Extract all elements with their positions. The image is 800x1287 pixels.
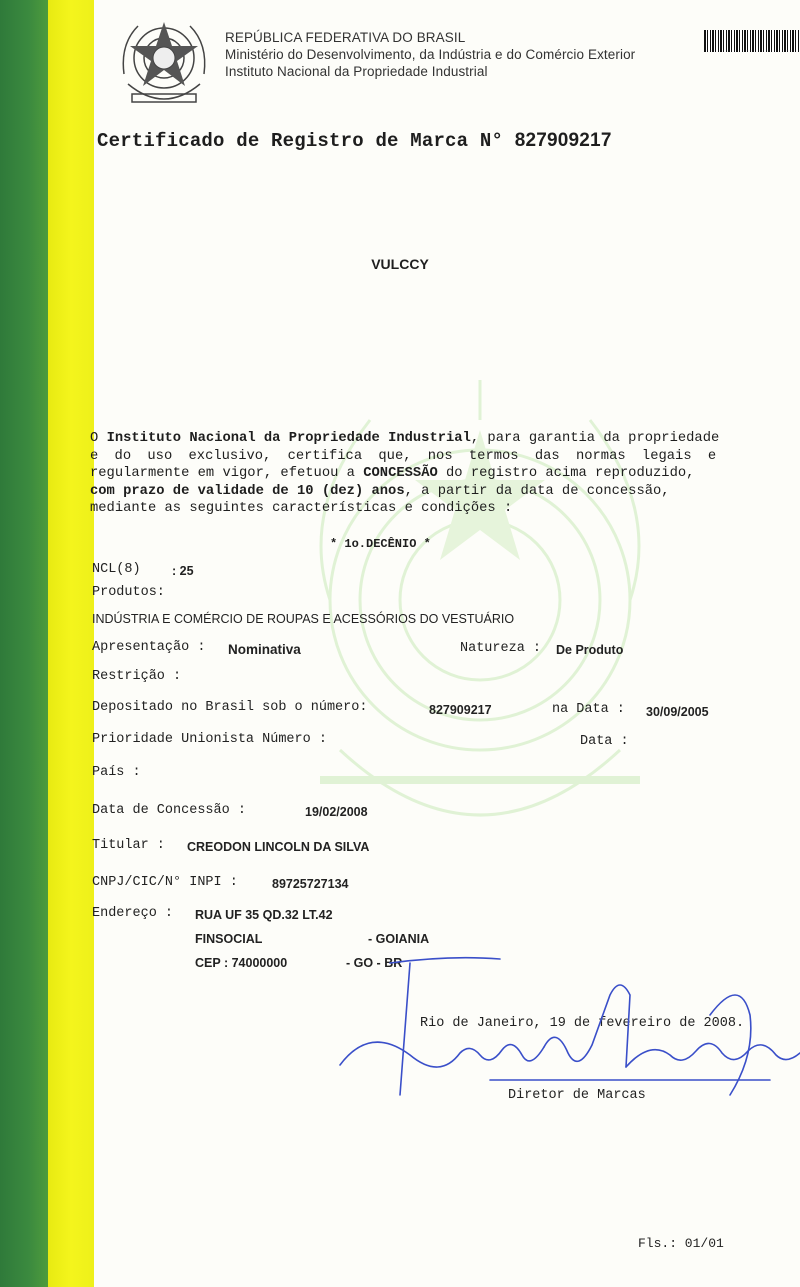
body-l1-c: , para garantia da propriedade xyxy=(470,431,720,446)
apresentacao-label: Apresentação : xyxy=(92,640,206,655)
body-l3-a: regularmente em vigor, efetuou a xyxy=(90,466,364,481)
flag-stripe-green xyxy=(0,0,48,1287)
titular-label: Titular : xyxy=(92,838,165,853)
pais-label: País : xyxy=(92,765,141,780)
depositado-label: Depositado no Brasil sob o número: xyxy=(92,700,368,715)
body-l4-a: com prazo de validade de 10 (dez) anos xyxy=(90,483,405,499)
ncl-label: NCL(8) xyxy=(92,562,141,577)
page-number: Fls.: 01/01 xyxy=(638,1236,724,1251)
brazil-arms-icon xyxy=(118,14,210,112)
header-ministry: Ministério do Desenvolvimento, da Indústria e do Comércio Exterior xyxy=(225,47,636,62)
endereco-line-1: RUA UF 35 QD.32 LT.42 xyxy=(195,908,333,922)
body-line-2: e do uso exclusivo, certifica que, nos termos das normas legais e xyxy=(90,448,717,464)
place-date: Rio de Janeiro, 19 de fevereiro de 2008. xyxy=(420,1016,745,1031)
body-l4-b: , a partir da data de concessão, xyxy=(404,483,670,499)
restricao-label: Restrição : xyxy=(92,669,182,684)
barcode xyxy=(704,30,800,52)
apresentacao-value: Nominativa xyxy=(228,642,301,657)
cnpj-value: 89725727134 xyxy=(272,877,349,891)
concessao-value: 19/02/2008 xyxy=(305,805,368,819)
body-l3-c: do registro acima reproduzido, xyxy=(437,466,695,481)
body-line-5: mediante as seguintes características e condições : xyxy=(90,501,513,516)
body-line-4 xyxy=(90,483,800,501)
endereco-bairro: FINSOCIAL xyxy=(195,932,263,946)
depositado-value: 827909217 xyxy=(429,703,492,717)
body-l1-a: O xyxy=(90,431,107,446)
ncl-value: : 25 xyxy=(172,564,194,578)
certification-paragraph xyxy=(90,430,800,518)
body-line-3 xyxy=(90,465,800,483)
concessao-label: Data de Concessão : xyxy=(92,803,246,818)
cnpj-label: CNPJ/CIC/N° INPI : xyxy=(92,875,238,890)
signature-role: Diretor de Marcas xyxy=(508,1088,646,1103)
prioridade-data-label: Data : xyxy=(580,734,629,749)
prioridade-label: Prioridade Unionista Número : xyxy=(92,732,327,747)
titular-value: CREODON LINCOLN DA SILVA xyxy=(187,840,370,854)
header-institute: Instituto Nacional da Propriedade Industrial xyxy=(225,64,488,79)
mark-name: VULCCY xyxy=(371,256,429,272)
natureza-value: De Produto xyxy=(556,643,624,657)
body-l3-b: CONCESSÃO xyxy=(363,466,438,481)
na-data-label: na Data : xyxy=(552,702,625,717)
endereco-label: Endereço : xyxy=(92,906,174,921)
flag-stripe-yellow xyxy=(48,0,94,1287)
decenio-label: * 1o.DECÊNIO * xyxy=(330,537,431,551)
body-l1-b: Instituto Nacional da Propriedade Industrial xyxy=(106,431,471,446)
na-data-value: 30/09/2005 xyxy=(646,705,709,719)
certificate-title xyxy=(97,130,612,152)
certificate-number: 827909217 xyxy=(514,130,612,151)
endereco-cidade: - GOIANIA xyxy=(368,932,430,946)
certificate-title-text: Certificado de Registro de Marca N° xyxy=(97,130,504,152)
endereco-uf-pais: - GO - BR xyxy=(346,956,403,970)
natureza-label: Natureza : xyxy=(460,641,542,656)
endereco-cep: CEP : 74000000 xyxy=(195,956,288,970)
produtos-value: INDÚSTRIA E COMÉRCIO DE ROUPAS E ACESSÓRIOS DO VESTUÁRIO xyxy=(92,612,515,626)
body-line-1 xyxy=(90,430,800,448)
header-republic: REPÚBLICA FEDERATIVA DO BRASIL xyxy=(225,30,466,45)
produtos-label: Produtos: xyxy=(92,585,165,600)
